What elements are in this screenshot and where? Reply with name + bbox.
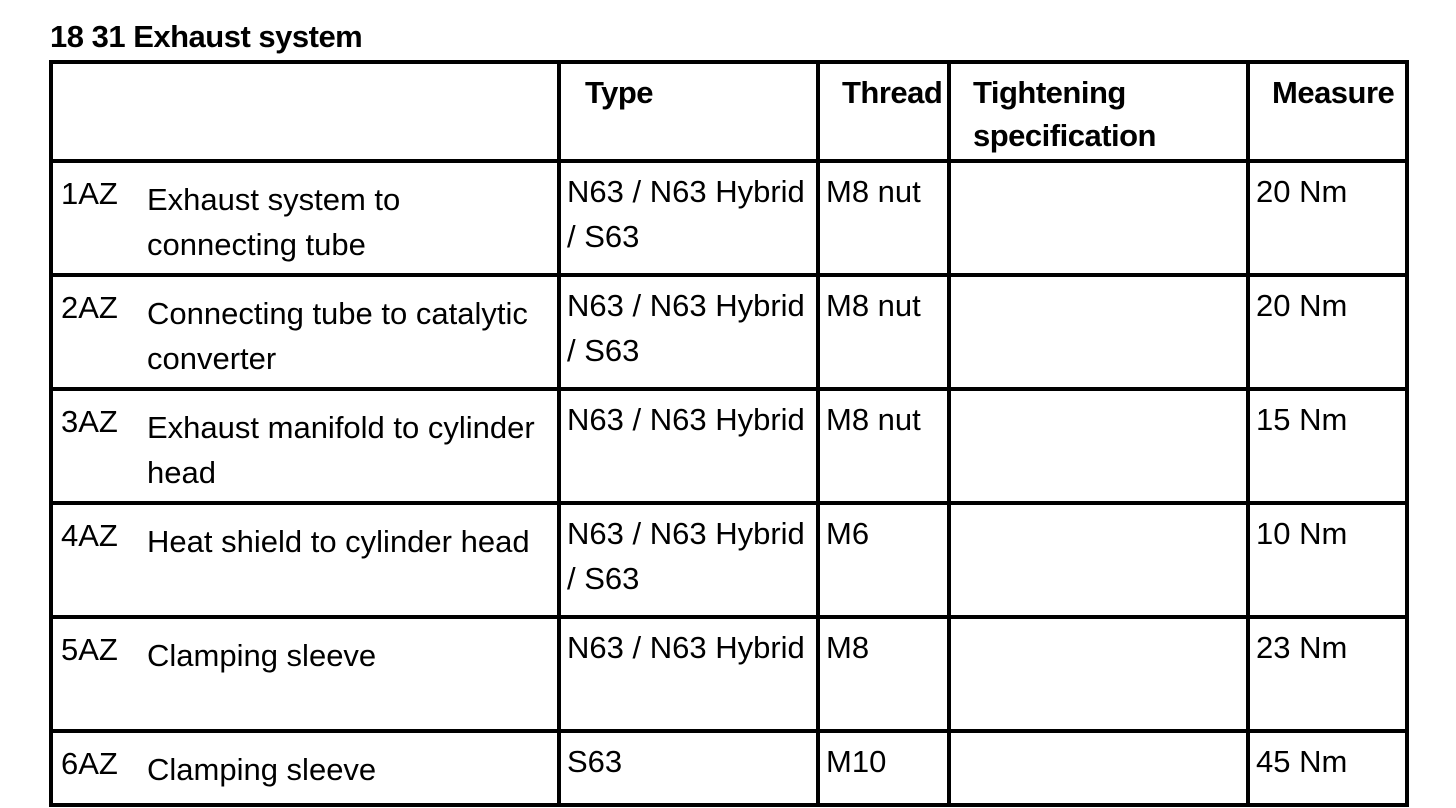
table-row xyxy=(51,161,1407,275)
tightening-cell xyxy=(949,617,1248,731)
page-title: 18 31 Exhaust system xyxy=(50,19,363,54)
item-code: 2AZ xyxy=(61,290,118,325)
tightening-cell xyxy=(949,275,1248,389)
thread-cell: M8 xyxy=(818,617,949,731)
torque-spec-table xyxy=(49,60,1409,807)
header-thread: Thread xyxy=(818,62,949,161)
tightening-cell xyxy=(949,161,1248,275)
table-row xyxy=(51,389,1407,503)
header-measure: Measure xyxy=(1248,62,1407,161)
item-code: 4AZ xyxy=(61,518,118,553)
item-code: 3AZ xyxy=(61,404,118,439)
item-code: 1AZ xyxy=(61,176,118,211)
type-cell: N63 / N63 Hybrid / S63 xyxy=(559,161,818,275)
type-cell: N63 / N63 Hybrid / S63 xyxy=(559,503,818,617)
thread-cell: M8 nut xyxy=(818,161,949,275)
item-code: 6AZ xyxy=(61,746,118,781)
type-cell: N63 / N63 Hybrid xyxy=(559,617,818,731)
thread-cell: M10 xyxy=(818,731,949,805)
item-description: Clamping sleeve xyxy=(147,752,377,787)
item-description: Clamping sleeve xyxy=(147,638,377,673)
item-cell xyxy=(51,275,559,389)
header-tightening: Tightening specification xyxy=(949,62,1248,161)
table-row xyxy=(51,275,1407,389)
tightening-cell xyxy=(949,389,1248,503)
table-row xyxy=(51,731,1407,805)
item-cell xyxy=(51,731,559,805)
measure-cell: 45 Nm xyxy=(1248,731,1407,805)
table-row xyxy=(51,617,1407,731)
item-description: Exhaust system to connecting tube xyxy=(147,182,401,262)
item-cell xyxy=(51,503,559,617)
measure-cell: 10 Nm xyxy=(1248,503,1407,617)
item-description: Exhaust manifold to cylinder head xyxy=(147,410,535,490)
thread-cell: M6 xyxy=(818,503,949,617)
tightening-cell xyxy=(949,503,1248,617)
type-cell: S63 xyxy=(559,731,818,805)
measure-cell: 23 Nm xyxy=(1248,617,1407,731)
measure-cell: 20 Nm xyxy=(1248,275,1407,389)
measure-cell: 15 Nm xyxy=(1248,389,1407,503)
header-type: Type xyxy=(559,62,818,161)
thread-cell: M8 nut xyxy=(818,389,949,503)
item-cell xyxy=(51,161,559,275)
type-cell: N63 / N63 Hybrid xyxy=(559,389,818,503)
header-item xyxy=(51,62,559,161)
thread-cell: M8 nut xyxy=(818,275,949,389)
item-cell xyxy=(51,617,559,731)
measure-cell: 20 Nm xyxy=(1248,161,1407,275)
header-row xyxy=(51,62,1407,161)
item-code: 5AZ xyxy=(61,632,118,667)
item-cell xyxy=(51,389,559,503)
item-description: Heat shield to cylinder head xyxy=(147,524,530,559)
item-description: Connecting tube to catalytic converter xyxy=(147,296,528,376)
tightening-cell xyxy=(949,731,1248,805)
table-row xyxy=(51,503,1407,617)
type-cell: N63 / N63 Hybrid / S63 xyxy=(559,275,818,389)
